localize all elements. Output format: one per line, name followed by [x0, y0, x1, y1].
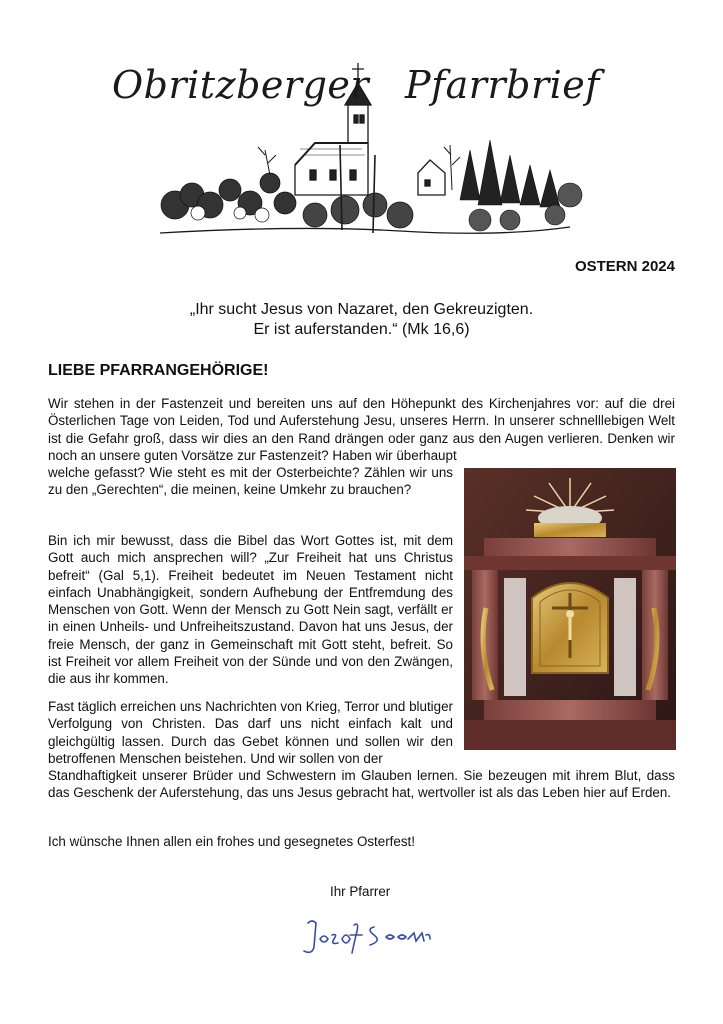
masthead [100, 55, 620, 245]
bible-quote [0, 300, 723, 340]
greeting-heading: LIEBE PFARRANGEHÖRIGE! [48, 362, 269, 379]
quote-line-2: Er ist auferstanden.“ (Mk 16,6) [253, 321, 470, 338]
edition-label: OSTERN 2024 [574, 258, 675, 275]
paragraph-4: Ich wünsche Ihnen allen ein frohes und gesegnetes Osterfest! [48, 834, 415, 849]
tabernacle-photo [464, 468, 676, 750]
closing-line: Ihr Pfarrer [330, 884, 391, 899]
paragraph-2: Bin ich mir bewusst, dass die Bibel das Wort Gottes ist, mit dem Gott auch mich ansprechen will? „Zur Freiheit hat uns Christus befreit“ (Gal 5,1). Freiheit bedeutet im Neuen Testament nicht einfach Unabhängigkeit, sondern Aufhebung der Entfremdung des Menschen von Gott. Wenn der Mensch zu Gott Nein sagt, verfällt er in einen Unheils- und Unfreiheitszustand. Davon hat uns Jesus, der freie Mensch, der ganz in Gemeinschaft mit Gott steht, befreit. So ist Freiheit vor allem Freiheit von der Sünde und von den Zwängen, die aus ihr kommen. [48, 533, 453, 687]
paragraph-3-part-2: Standhaftigkeit unserer Brüder und Schwestern im Glauben lernen. Sie bezeugen mit ihrem Blut, dass das Geschenk der Auferstehung, das uns Jesus gebracht hat, wertvoller ist als das Leben hier auf Erden. [48, 768, 675, 801]
paragraph-1: Wir stehen in der Fastenzeit und bereiten uns auf den Höhepunkt des Kirchenjahres vor: auf die drei Österlichen Tage von Leiden, Tod und Auferstehung Jesu, unseres Herrn. In unserer schnelllebigen Welt ist die Gefahr groß, dass wir dies an den Rand drängen oder ganz aus den Augen verlieren. Denken wir noch an unsere guten Vorsätze zur Fastenzeit? Haben wir überhaupt [48, 396, 675, 463]
paragraph-1-continued: welche gefasst? Wie steht es mit der Osterbeichte? Zählen wir uns zu den „Gerechten“, die meinen, keine Umkehr zu brauchen? [48, 465, 453, 498]
quote-line-1: „Ihr sucht Jesus von Nazaret, den Gekreuzigten. [189, 301, 534, 318]
masthead-title-left: Obritzberger [112, 63, 370, 107]
signature [290, 905, 440, 965]
masthead-title-right: Pfarrbrief [405, 63, 600, 107]
paragraph-3-part-1: Fast täglich erreichen uns Nachrichten von Krieg, Terror und blutiger Verfolgung von Christen. Das darf uns nicht einfach kalt und gleichgültig lassen. Durch das Gebet können und sollen wir den betroffenen Menschen beistehen. Und wir sollen von der [48, 699, 453, 766]
